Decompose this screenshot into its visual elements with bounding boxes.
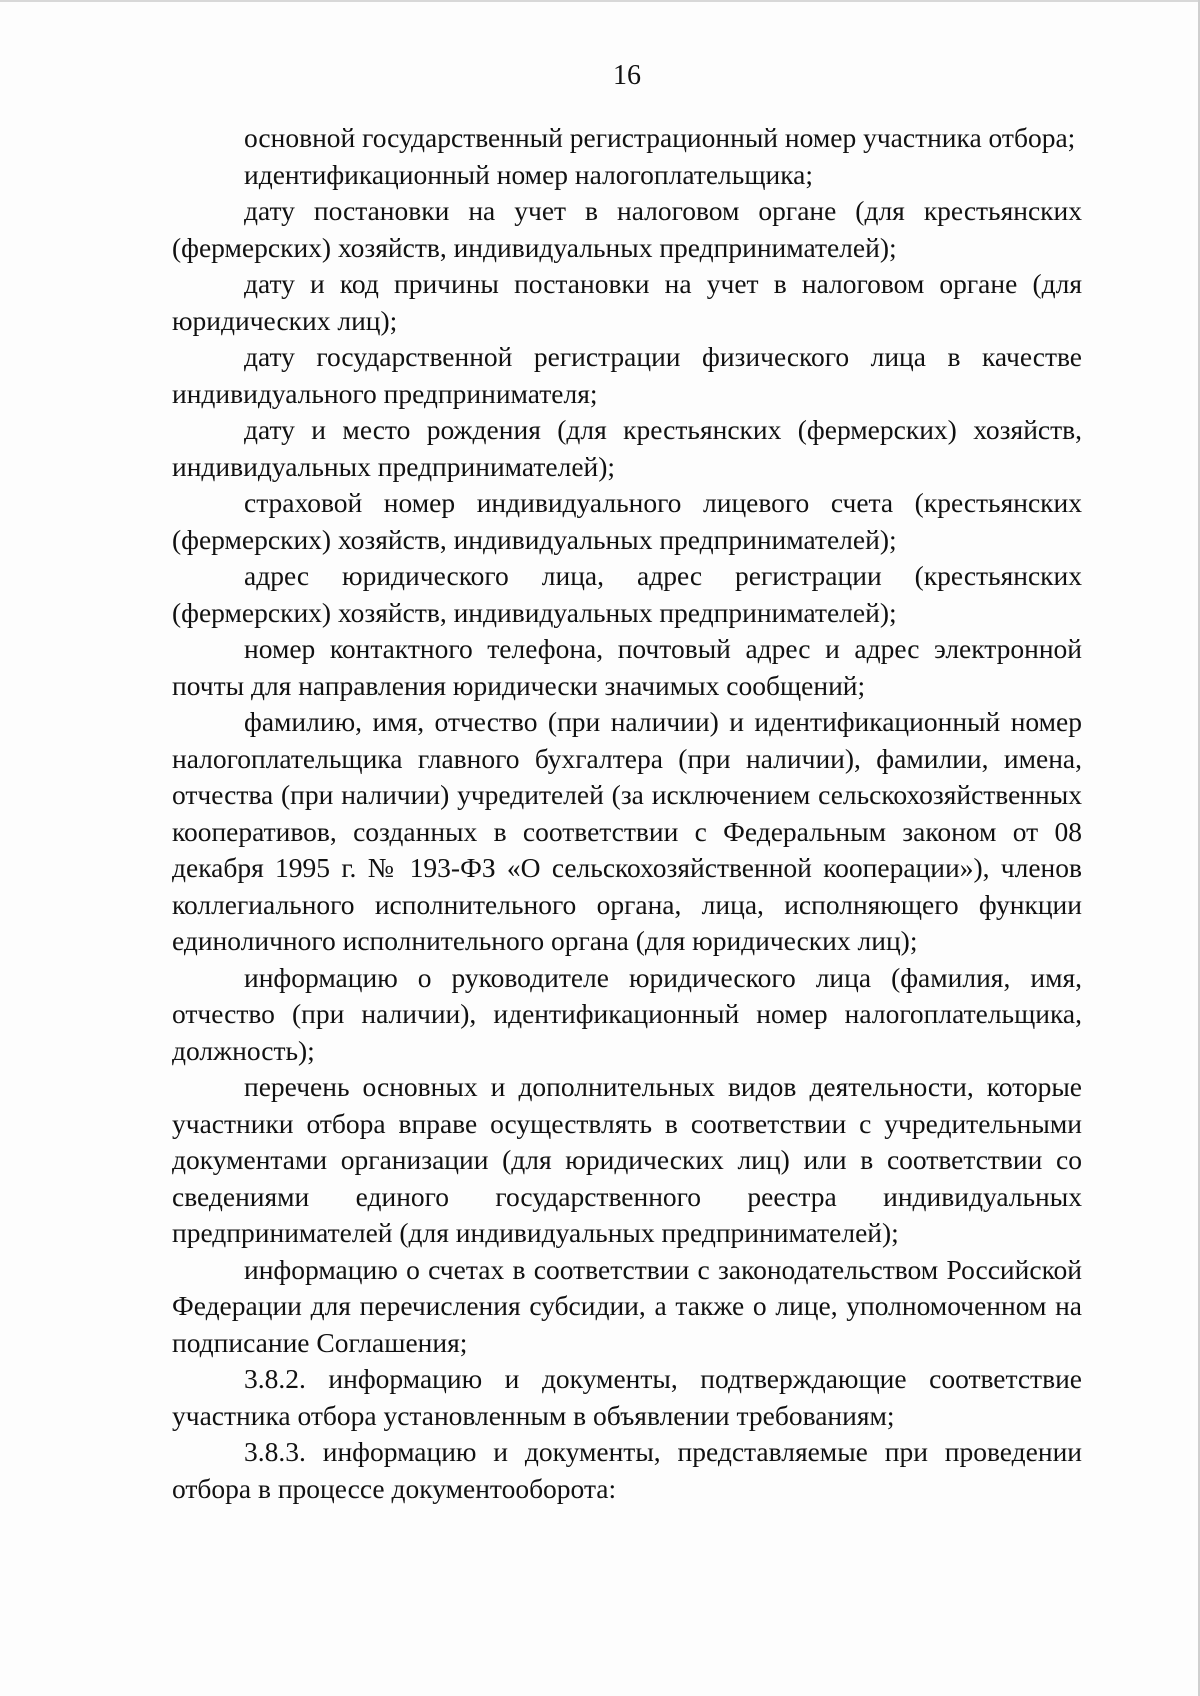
paragraph-ip-registration-date: дату государственной регистрации физического лица в качестве индивидуального предпринимателя; — [172, 341, 1082, 409]
scan-edge-top — [0, 0, 1200, 2]
paragraph-contacts: номер контактного телефона, почтовый адрес и адрес электронной почты для направления юридически значимых сообщений; — [172, 633, 1082, 701]
paragraph-director: информацию о руководителе юридического лица (фамилия, имя, отчество (при наличии), идентификационный номер налогоплательщика, должность); — [172, 961, 1082, 1066]
paragraph-snils: страховой номер индивидуального лицевого счета (крестьянских (фермерских) хозяйств, индивидуальных предпринимателей); — [172, 487, 1082, 555]
paragraph-birth-date-place: дату и место рождения (для крестьянских (фермерских) хозяйств, индивидуальных предпринимателей); — [172, 414, 1082, 482]
paragraph-inn: идентификационный номер налогоплательщика; — [244, 158, 814, 190]
paragraph-officers: фамилию, имя, отчество (при наличии) и идентификационный номер налогоплательщика главного бухгалтера (при наличии), фамилии, имена, отчества (при наличии) учредителей (за исключением сельскохозяйственных кооперативов, созданных в соответствии с Федеральным законом от 08 декабря 1995 г. № 193-ФЗ «О сельскохозяйственной кооперации»), членов коллегиального исполнительного органа, лица, исполняющего функции единоличного исполнительного органа (для юридических лиц); — [172, 706, 1082, 956]
paragraph-ogrn: основной государственный регистрационный номер участника отбора; — [244, 122, 1076, 153]
document-body — [172, 120, 1082, 1507]
paragraph-address: адрес юридического лица, адрес регистрации (крестьянских (фермерских) хозяйств, индивидуальных предпринимателей); — [172, 560, 1082, 628]
paragraph-3-8-2: 3.8.2. информацию и документы, подтверждающие соответствие участника отбора установленным в объявлении требованиям; — [172, 1363, 1082, 1431]
page-number: 16 — [613, 60, 641, 91]
paragraph-tax-registration-date: дату постановки на учет в налоговом органе (для крестьянских (фермерских) хозяйств, индивидуальных предпринимателей); — [172, 195, 1082, 263]
paragraph-bank-accounts: информацию о счетах в соответствии с законодательством Российской Федерации для перечисления субсидии, а также о лице, уполномоченном на подписание Соглашения; — [172, 1253, 1082, 1358]
paragraph-activities: перечень основных и дополнительных видов деятельности, которые участники отбора вправе осуществлять в соответствии с учредительными документами организации (для юридических лиц) или в соответствии со сведениями единого государственного реестра индивидуальных предпринимателей (для индивидуальных предпринимателей); — [172, 1071, 1082, 1248]
paragraph-kpp: дату и код причины постановки на учет в налоговом органе (для юридических лиц); — [172, 268, 1082, 336]
paragraph-3-8-3: 3.8.3. информацию и документы, представляемые при проведении отбора в процессе документооборота: — [172, 1436, 1082, 1504]
